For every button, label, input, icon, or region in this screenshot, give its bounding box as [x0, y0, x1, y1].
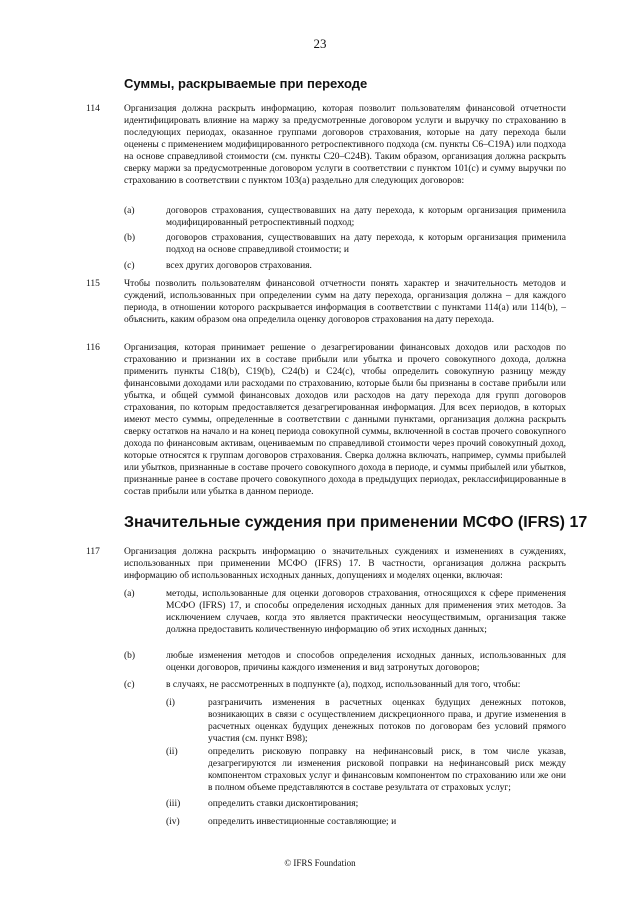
- paragraph-117: [86, 546, 566, 582]
- sub-list-item-label: (ii): [166, 747, 178, 757]
- sub-list-item-text: определить рисковую поправку на нефинансовый риск, в том числе указав, дезагрегируются ли изменения рисковой поправки на нефинансовый риск между компонентом страховых услуг и финансовым компонентом по страхованию или же они в полном объеме представляются в составе результата от страховых услуг;: [208, 747, 566, 793]
- list-item-text: любые изменения методов и способов определения исходных данных, использованных для оценки договоров, причины каждого изменения и вид затронутых договоров;: [166, 651, 566, 673]
- paragraph-text: Организация должна раскрыть информацию о значительных суждениях и изменениях в суждениях, использованных при применении МСФО (IFRS) 17. В частности, организация должна раскрыть информацию об использованных исходных данных, допущениях и моделях оценки, включая:: [124, 547, 566, 581]
- list-item-label: (b): [124, 651, 136, 661]
- list-item-label: (c): [124, 680, 135, 690]
- paragraph-number: 116: [86, 343, 100, 353]
- page-number: 23: [313, 36, 327, 51]
- list-item-text: всех других договоров страхования.: [166, 261, 312, 271]
- sub-list-item-label: (i): [166, 698, 175, 708]
- paragraph-116: [86, 342, 566, 498]
- list-item-label: (a): [124, 206, 135, 216]
- sub-list-item-text: разграничить изменения в расчетных оценках будущих денежных потоков, возникающих в связи с осуществлением дискреционного права, и другие изменения в расчетных оценках будущих денежных потоков по договорам без условий прямого участия (см. пункт В98);: [208, 698, 566, 744]
- sub-list-item-label: (iii): [166, 799, 181, 809]
- paragraph-text: Организация должна раскрыть информацию, которая позволит пользователям финансовой отчетности идентифицировать влияние на маржу за предусмотренные договором услуги и выручку по страхованию в последующих периодах, оказанное группами договоров страхования, которые на дату перехода были оценены с применением модифицированного ретроспективного подхода (см. пункты С6–С19А) или подхода на основе справедливой стоимости (см. пункты С20–С24В). Таким образом, организация должна раскрыть сверку маржи за предусмотренные договором услуги в соответствии с пунктом 101(с) и сумму выручки по страхованию в соответствии с пунктом 103(а) раздельно для следующих договоров:: [124, 104, 566, 186]
- list-item-text: в случаях, не рассмотренных в подпункте (a), подход, использованный для того, чтобы:: [166, 680, 521, 690]
- paragraph-number: 117: [86, 547, 100, 557]
- paragraph-number: 115: [86, 279, 100, 289]
- paragraph-text: Организация, которая принимает решение о дезагрегировании финансовых доходов или расходов по страхованию и признании их в составе прибыли или убытка и прочего совокупного дохода, должна применить пункты С18(b), С19(b), С24(b) и С24(с), чтобы определить совокупную разницу между финансовыми доходами или расходами по страхованию, которые были бы признаны в составе прибыли или убытка, и общей суммой финансовых доходов или расходов на дату перехода для групп договоров страхования, по которым предоставляется дезагрегированная информация. Для всех периодов, в которых имеют место суммы, определенные в соответствии с данными пунктами, организация должна раскрыть сверку остатков на начало и на конец периода совокупной суммы, включенной в состав прочего совокупного дохода по финансовым активам, оцениваемым по справедливой стоимости через прочий совокупный доход, которые относятся к группам договоров страхования. Сверка должна включать, например, суммы прибылей или убытков, признанные в составе прочего совокупного дохода в периоде, и суммы прибылей или убытков, признанные ранее в составе прочего совокупного дохода в предыдущих периодах, реклассифицированные в состав прибыли или убытка в данном периоде.: [124, 343, 566, 497]
- section-heading-significant-judgements: Значительные суждения при применении МСФО (IFRS) 17: [124, 514, 588, 531]
- list-item-text: методы, использованные для оценки договоров страхования, относящихся к сфере применения МСФО (IFRS) 17, и способы определения исходных данных для применения этих методов. За исключением случаев, когда это является практически неосуществимым, организация также должна предоставить количественную информацию об этих исходных данных;: [166, 589, 566, 635]
- list-item-label: (a): [124, 589, 135, 599]
- sub-list-item-label: (iv): [166, 817, 180, 827]
- list-item-text: договоров страхования, существовавших на дату перехода, к которым организация применила модифицированный ретроспективный подход;: [166, 206, 566, 228]
- sub-list-item-text: определить ставки дисконтирования;: [208, 799, 359, 809]
- paragraph-114: [86, 103, 566, 187]
- paragraph-text: Чтобы позволить пользователям финансовой отчетности понять характер и значительность методов и суждений, использованных при определении сумм на дату перехода, организация должна – для каждого периода, в отношении которого раскрывается информация в соответствии с пунктами 114(a) или 114(b), – объяснить, каким образом она определила оценку договоров страхования на дату перехода.: [124, 279, 566, 325]
- list-item-text: договоров страхования, существовавших на дату перехода, к которым организация применила подход на основе справедливой стоимости; и: [166, 233, 566, 255]
- sub-list-item-text: определить инвестиционные составляющие; и: [208, 817, 397, 827]
- list-item-label: (b): [124, 233, 136, 243]
- paragraph-115: [86, 278, 566, 326]
- section-heading-transition-amounts: Суммы, раскрываемые при переходе: [124, 76, 368, 91]
- paragraph-number: 114: [86, 104, 100, 114]
- list-item-label: (c): [124, 261, 135, 271]
- copyright-footer: © IFRS Foundation: [284, 858, 356, 868]
